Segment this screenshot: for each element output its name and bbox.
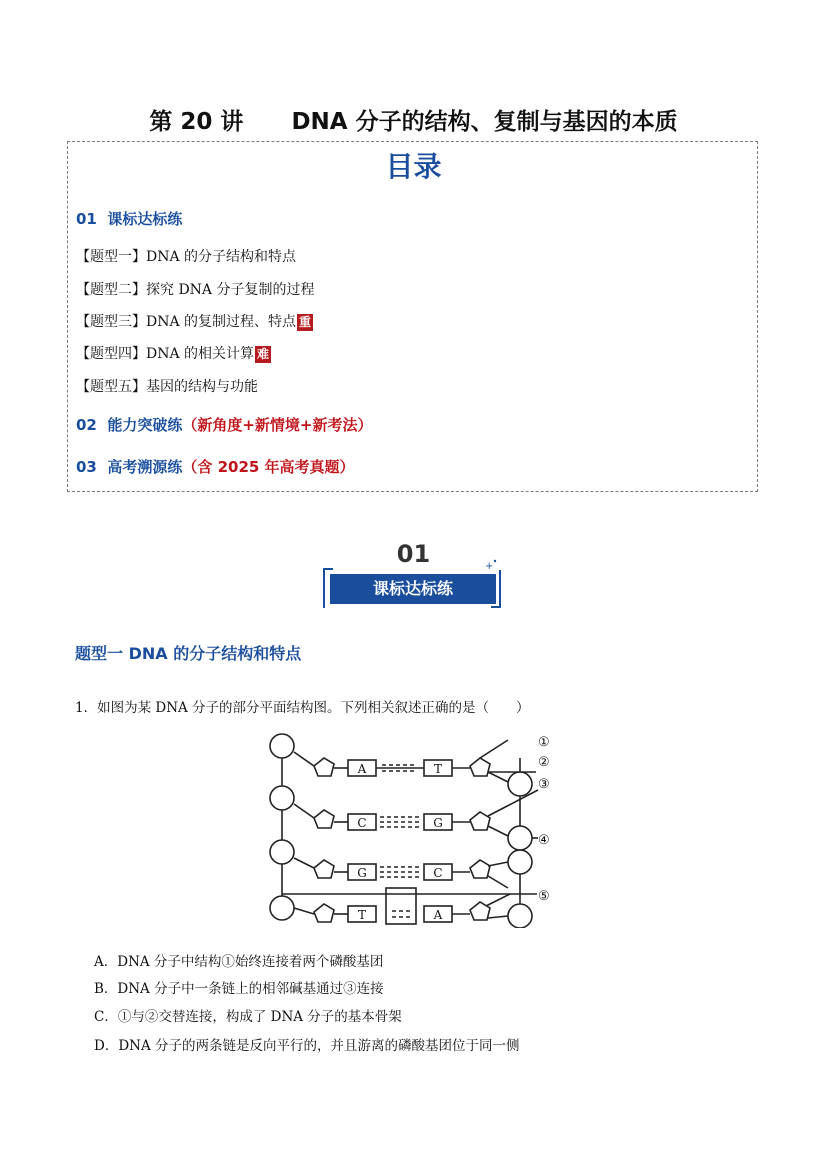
- toc-item-5[interactable]: [76, 376, 258, 396]
- phosphate-circle: [508, 826, 532, 850]
- base-label: C: [433, 866, 443, 880]
- toc-section-01[interactable]: [76, 208, 182, 229]
- dna-structure-diagram: [262, 728, 562, 928]
- sugar-pentagon: [314, 860, 334, 878]
- toc-item-4[interactable]: [76, 343, 271, 363]
- toc-item-text: 【题型三】DNA 的复制过程、特点: [76, 314, 297, 330]
- sugar-pentagon: [470, 812, 490, 830]
- svg-text:+: +: [485, 561, 494, 572]
- base-label: T: [357, 908, 367, 922]
- toc-item-2[interactable]: [76, 279, 315, 299]
- base-label: C: [357, 816, 367, 830]
- toc-section-number: 03: [76, 458, 97, 476]
- toc-item-text: 【题型四】DNA 的相关计算: [76, 346, 255, 362]
- diagram-label-4: ④: [538, 833, 550, 848]
- phosphate-circle: [270, 840, 294, 864]
- key-point-badge: 重: [299, 315, 312, 329]
- difficult-badge: 难: [257, 347, 270, 361]
- toc-heading: 目录: [385, 150, 442, 183]
- phosphate-circle: [270, 734, 294, 758]
- question-stem: 1．如图为某 DNA 分子的部分平面结构图。下列相关叙述正确的是（ ）: [75, 700, 530, 716]
- base-label: G: [357, 866, 367, 880]
- toc-section-note: （含 2025 年高考真题）: [182, 458, 355, 476]
- base-label: T: [433, 762, 443, 776]
- sugar-pentagon: [314, 810, 334, 828]
- sparkle-icon: [483, 558, 499, 572]
- phosphate-circle: [508, 772, 532, 796]
- toc-section-number: 02: [76, 416, 97, 434]
- toc-item-text: 【题型二】探究 DNA 分子复制的过程: [76, 282, 315, 298]
- toc-section-number: 01: [76, 210, 97, 228]
- banner-label: 课标达标练: [330, 574, 496, 604]
- toc-section-note: （新角度+新情境+新考法）: [182, 416, 373, 434]
- phosphate-circle: [508, 904, 532, 928]
- sugar-pentagon: [470, 758, 490, 776]
- diagram-label-2: ②: [538, 755, 550, 770]
- toc-section-label: 能力突破练: [107, 416, 183, 434]
- diagram-label-1: ①: [538, 735, 550, 750]
- sugar-pentagon: [314, 904, 334, 922]
- section-heading: 题型一 DNA 的分子结构和特点: [75, 644, 302, 663]
- toc-section-label: 高考溯源练: [107, 458, 183, 476]
- phosphate-circle: [508, 850, 532, 874]
- option-c[interactable]: C．①与②交替连接，构成了 DNA 分子的基本骨架: [94, 1009, 402, 1025]
- toc-section-label: 课标达标练: [107, 210, 183, 228]
- toc-item-1[interactable]: [76, 246, 296, 266]
- phosphate-circle: [270, 896, 294, 920]
- sugar-pentagon: [470, 860, 490, 878]
- phosphate-circle: [270, 786, 294, 810]
- toc-section-03[interactable]: [76, 456, 355, 477]
- base-label: A: [357, 762, 367, 776]
- option-b[interactable]: B．DNA 分子中一条链上的相邻碱基通过③连接: [94, 981, 384, 997]
- toc-section-02[interactable]: [76, 414, 372, 435]
- diagram-label-5: ⑤: [538, 889, 550, 904]
- page-title: 第 20 讲 DNA 分子的结构、复制与基因的本质: [149, 109, 678, 135]
- toc-item-text: 【题型五】基因的结构与功能: [76, 379, 258, 395]
- option-d[interactable]: D．DNA 分子的两条链是反向平行的，并且游离的磷酸基团位于同一侧: [94, 1038, 520, 1054]
- option-a[interactable]: A．DNA 分子中结构①始终连接着两个磷酸基团: [94, 954, 384, 970]
- sugar-pentagon: [314, 758, 334, 776]
- banner-number: 01: [396, 540, 431, 568]
- diagram-label-3: ③: [538, 777, 550, 792]
- base-label: A: [433, 908, 443, 922]
- base-label: G: [433, 816, 443, 830]
- toc-item-3[interactable]: [76, 311, 313, 331]
- toc-item-text: 【题型一】DNA 的分子结构和特点: [76, 249, 297, 265]
